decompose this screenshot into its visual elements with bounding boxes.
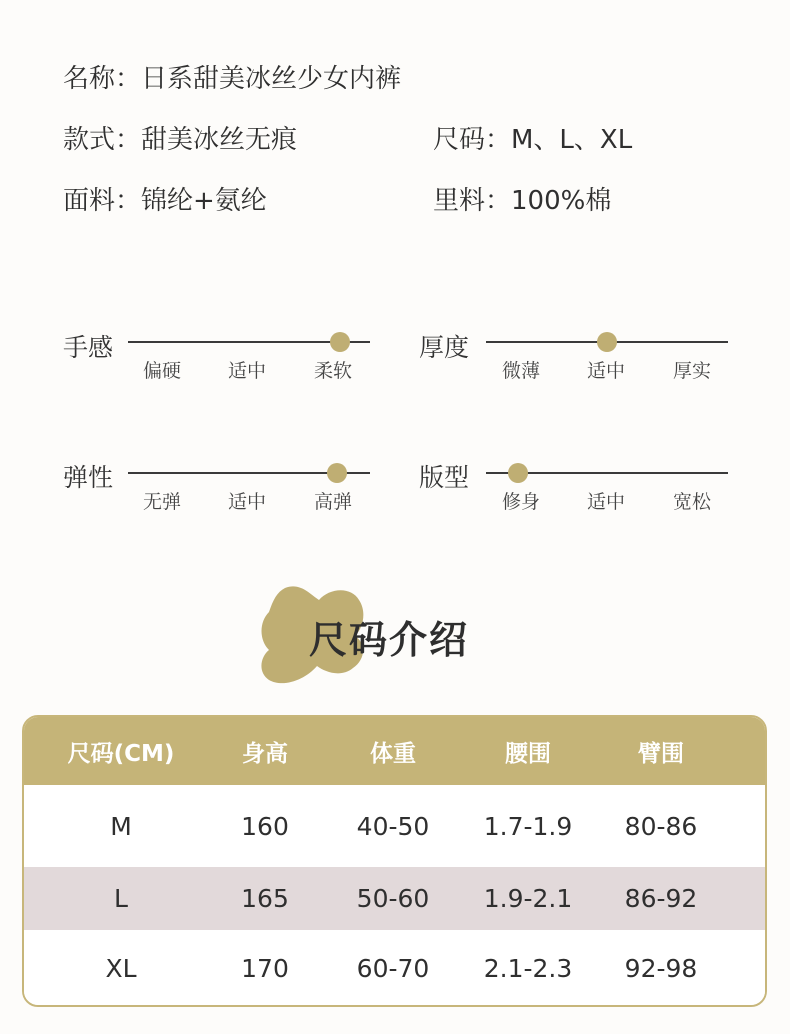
table-row <box>24 867 765 930</box>
table-row <box>24 930 765 1007</box>
product-fabric: 面料：锦纶+氨纶 <box>63 186 267 216</box>
table-cell: M <box>110 811 132 841</box>
slider-tick: 适中 <box>227 491 267 513</box>
header-cell: 尺码(CM) <box>67 740 175 767</box>
slider-label: 厚度 <box>419 333 470 362</box>
slider-tick: 厚实 <box>672 360 712 382</box>
table-cell: XL <box>105 954 137 983</box>
product-style: 款式：甜美冰丝无痕 <box>63 125 298 155</box>
slider-tick: 偏硬 <box>142 360 182 382</box>
header-cell: 体重 <box>370 740 416 767</box>
slider-tick: 宽松 <box>672 491 712 513</box>
slider-knob <box>330 332 350 352</box>
slider-knob <box>597 332 617 352</box>
product-size: 尺码：M、L、XL <box>433 125 633 155</box>
table-cell: 160 <box>241 811 289 841</box>
slider-tick: 修身 <box>501 491 541 513</box>
table-cell: 165 <box>241 884 289 913</box>
slider-label: 版型 <box>419 463 470 492</box>
table-row <box>24 785 765 867</box>
table-cell: 40-50 <box>356 811 430 841</box>
table-cell: 1.7-1.9 <box>483 811 573 841</box>
product-lining: 里料：100%棉 <box>433 186 612 216</box>
slider-label: 手感 <box>63 333 114 362</box>
slider-tick: 无弹 <box>142 491 182 513</box>
table-cell: 92-98 <box>624 954 698 983</box>
slider-tick: 适中 <box>586 360 626 382</box>
table-cell: 2.1-2.3 <box>483 954 573 983</box>
slider-tick: 适中 <box>586 491 626 513</box>
product-name: 名称：日系甜美冰丝少女内裤 <box>63 64 402 94</box>
table-cell: 50-60 <box>356 884 430 913</box>
slider-tick: 高弹 <box>313 491 353 513</box>
slider-label: 弹性 <box>63 463 114 492</box>
table-cell: 170 <box>241 954 289 983</box>
table-cell: 1.9-2.1 <box>483 884 573 913</box>
slider-tick: 微薄 <box>501 360 541 382</box>
slider-tick: 适中 <box>227 360 267 382</box>
table-cell: 80-86 <box>624 811 698 841</box>
slider-knob <box>327 463 347 483</box>
header-cell: 臂围 <box>638 740 684 767</box>
header-cell: 腰围 <box>505 740 551 767</box>
table-header <box>24 717 765 785</box>
slider-knob <box>508 463 528 483</box>
table-cell: L <box>114 884 128 913</box>
table-cell: 60-70 <box>356 954 430 983</box>
size-table <box>22 715 767 1007</box>
section-title: 尺码介绍 <box>309 618 470 662</box>
header-cell: 身高 <box>242 740 288 767</box>
table-cell: 86-92 <box>624 884 698 913</box>
slider-tick: 柔软 <box>313 360 353 382</box>
